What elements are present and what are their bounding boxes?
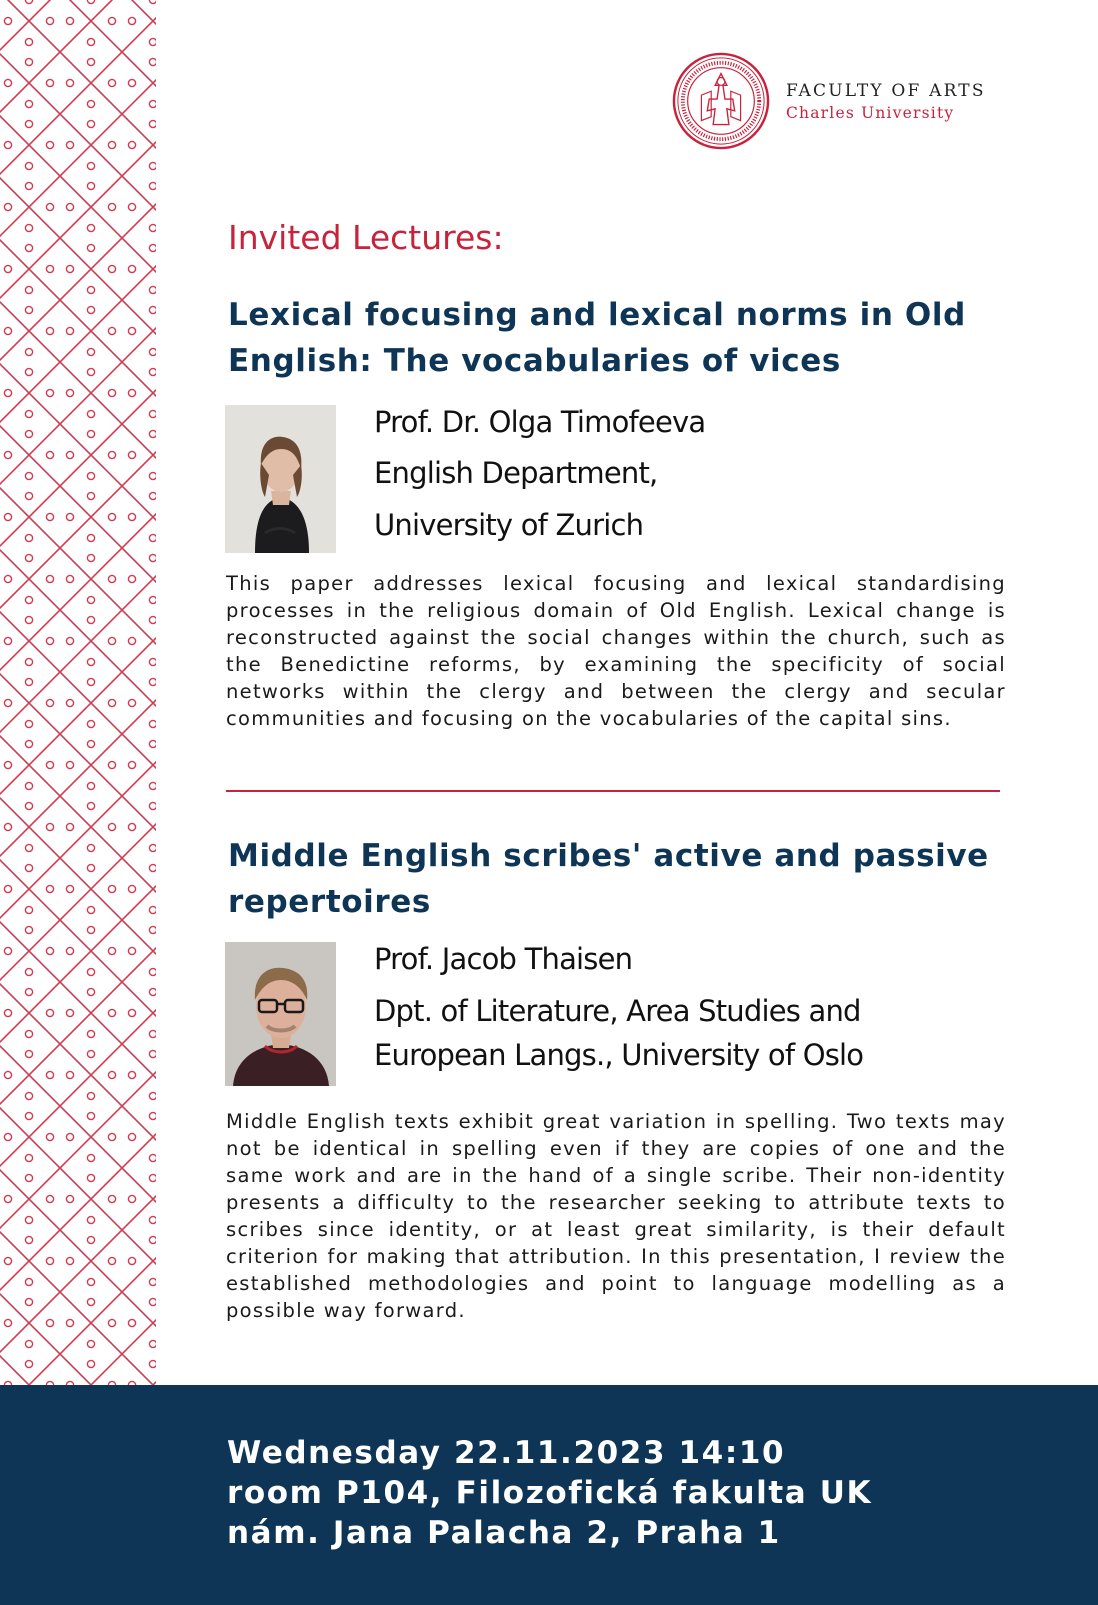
lecture-2-abstract: Middle English texts exhibit great variation in spelling. Two texts may not be identical in spelling even if they are copies of one and the same work and are in the hand of a single scribe. Their non-identity presents a difficulty to the researcher seeking to attribute texts to scribes since identity, or at least great similarity, is their default criterion for making that attribution. In this presentation, I review the established methodologies and point to language modelling as a possible way forward. <box>226 1110 1006 1322</box>
speaker-1-affiliation-line2: University of Zurich <box>374 508 644 542</box>
event-details-footer <box>0 1385 1098 1605</box>
speaker-1-photo <box>225 405 336 553</box>
event-room: room P104, Filozofická fakulta UK <box>227 1475 873 1511</box>
lecture-1-abstract: This paper addresses lexical focusing and lexical standardising processes in the religious domain of Old English. Lexical change is reconstructed against the social changes within the church, such as the Benedictine reforms, by examining the specificity of social networks within the clergy and between the clergy and secular communities and focusing on the vocabularies of the capital sins. <box>226 572 1006 730</box>
speaker-2-name: Prof. Jacob Thaisen <box>374 942 633 976</box>
speaker-2-photo <box>225 942 336 1086</box>
university-name: Charles University <box>786 104 955 122</box>
lecture-1-title-line2: English: The vocabularies of vices <box>228 343 841 379</box>
faculty-logo <box>672 50 992 150</box>
decorative-pattern <box>0 0 156 1385</box>
speaker-2-affiliation-line1: Dpt. of Literature, Area Studies and <box>374 994 861 1028</box>
speaker-1-name: Prof. Dr. Olga Timofeeva <box>374 405 706 439</box>
speaker-1-affiliation-line1: English Department, <box>374 456 658 490</box>
lecture-2-title <box>228 833 1018 925</box>
lecture-1-title <box>228 292 1018 384</box>
section-divider <box>226 790 1000 792</box>
speaker-2-affiliation-line2: European Langs., University of Oslo <box>374 1038 864 1072</box>
lecture-1-title-line1: Lexical focusing and lexical norms in Old <box>228 297 966 333</box>
faculty-name: FACULTY OF ARTS <box>786 81 986 101</box>
page-heading: Invited Lectures: <box>228 218 504 257</box>
event-address: nám. Jana Palacha 2, Praha 1 <box>227 1515 781 1551</box>
lecture-2-title-line2: repertoires <box>228 884 431 920</box>
university-seal-icon <box>672 52 770 150</box>
event-datetime: Wednesday 22.11.2023 14:10 <box>227 1435 786 1471</box>
lecture-2-title-line1: Middle English scribes' active and passive <box>228 838 989 874</box>
